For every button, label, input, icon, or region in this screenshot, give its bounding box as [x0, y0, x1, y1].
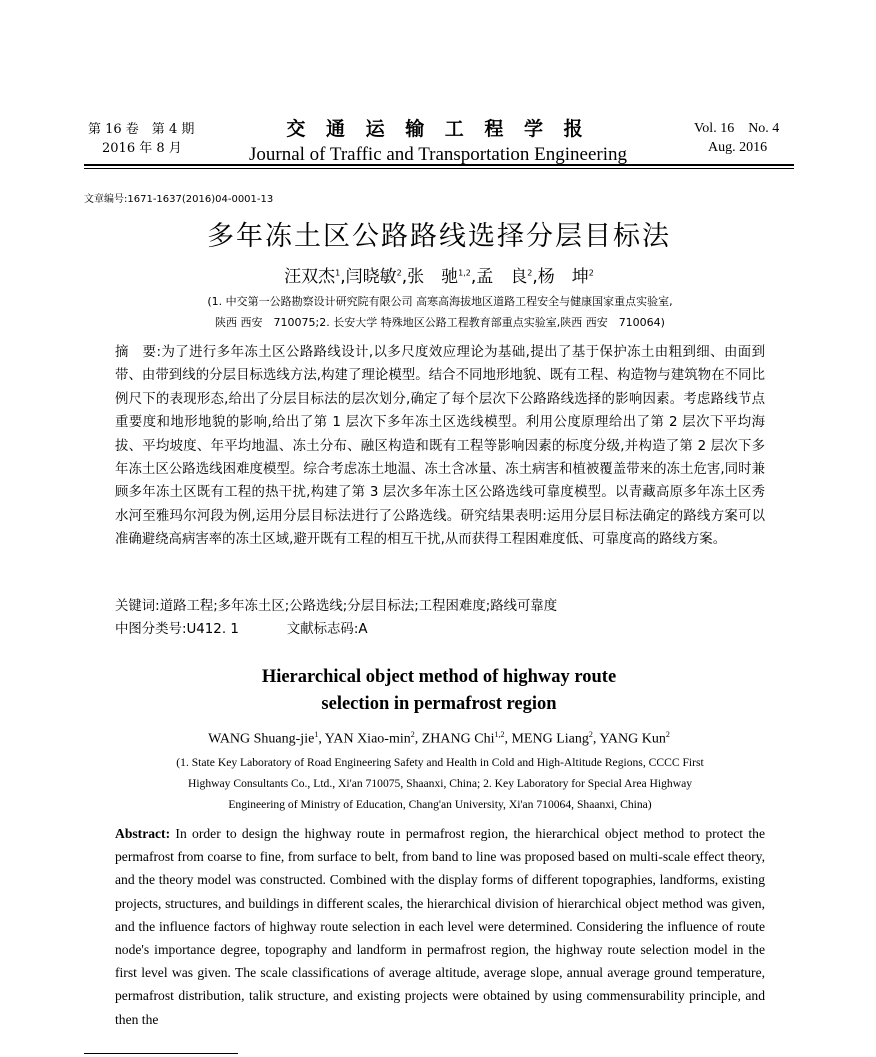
- title-en-line: Hierarchical object method of highway route: [261, 667, 617, 687]
- author-cn: 张 驰: [407, 267, 459, 287]
- author-sup: 1: [314, 730, 319, 739]
- header-rule-thick: [84, 164, 794, 166]
- abstract-text-en: In order to design the highway route in permafrost region, the hierarchical object method to protect the permafrost from coarse to fine, from surface to belt, from band to line was proposed based on multi-scale effect theory, and the theory model was constructed. Combined with the display forms of different topographies, landforms, existing projects, structures, and buildings in different scales, the hierarchical division of hierarchical object method was given, and the influence factors of highway route selection in each level were determined. Considering the influence of route node's importance degree, topography and landform in permafrost region, the highway route selection model in the first level was given. The scale classifications of average altitude, average slope, annual average ground temperature, permafrost distribution, talik structure, and existing projects were obtained by using commensurability principle, and then the: [115, 826, 765, 1027]
- author-list-cn: 汪双杰$^1$,闫晓敏$^2$,张 驰$^{1,2}$,孟 良$^2$,杨 坤$^2$: [284, 267, 594, 287]
- clc-value: U412. 1: [186, 622, 239, 637]
- author-sup: 2: [396, 268, 402, 278]
- classification-cn: [115, 619, 765, 641]
- article-number: 文章编号:1671-1637(2016)04-0001-13: [84, 194, 274, 205]
- author-sup: 2: [588, 730, 593, 739]
- header-rule-thin: [84, 168, 794, 169]
- author-sup: 2: [410, 730, 415, 739]
- abstract-text-cn: 为了进行多年冻土区公路路线设计,以多尺度效应理论为基础,提出了基于保护冻土由粗到细、由面到带、由带到线的分层目标选线方法,构建了理论模型。结合不同地形地貌、既有工程、构造物与建筑物在不同比例尺下的表现形态,给出了分层目标法的层次划分,确定了每个层次下公路路线选择的影响因素。考虑路线节点重要度和地形地貌的影响,给出了第 1 层次下多年冻土区选线模型。利用公度原理给出了第 2 层次下平均海拔、平均坡度、年平均地温、冻土分布、融区构造和既有工程等影响因素的标度分级,并构造了第 2 层次下多年冻土区公路选线困难度模型。综合考虑冻土地温、冻土含冰量、冻土病害和植被覆盖带来的冻土危害,同时兼顾多年冻土区既有工程的热干扰,构建了第 3 层次多年冻土区公路选线可靠度模型。以青藏高原多年冻土区秀水河至雅玛尔河段为例,运用分层目标法进行了公路选线。研究结果表明:运用分层目标法确定的路线方案可以准确避绕高病害率的冻土区域,避开既有工程的相互干扰,从而获得工程困难度低、可靠度高的路线方案。: [115, 345, 765, 548]
- journal-name-cn: 交 通 运 输 工 程 学 报: [286, 118, 590, 140]
- journal-issue-cn: [88, 120, 194, 158]
- author-sup: 1,2: [494, 730, 505, 739]
- journal-name-en: Journal of Traffic and Transportation Engineering: [248, 144, 628, 165]
- volume-en: Vol. 16 No. 4: [694, 121, 780, 136]
- affiliation-line: 陕西 西安 710075;2. 长安大学 特殊地区公路工程教育部重点实验室,陕西 西安 710064): [215, 316, 665, 329]
- affiliations-cn: [100, 291, 780, 333]
- keywords-text-cn: 道路工程;多年冻土区;公路选线;分层目标法;工程困难度;路线可靠度: [159, 599, 558, 614]
- footnote-rule: [84, 1053, 238, 1054]
- date-cn: 2016 年 8 月: [102, 141, 182, 156]
- paper-title-en: [84, 664, 794, 718]
- affiliation-line: (1. State Key Laboratory of Road Engineering Safety and Health in Cold and High-Altitude Regions, CCCC First: [176, 756, 704, 769]
- author-list-en: WANG Shuang-jie$^1$, YAN Xiao-$\min^2$, ZHANG Chi$^{1,2}$, MENG Liang$^2$, YANG Kun$^2$: [208, 730, 670, 747]
- affiliation-line: Engineering of Ministry of Education, Chang'an University, Xi'an 710064, Shaanxi, China): [228, 798, 652, 811]
- clc-label: 中图分类号:: [115, 622, 187, 637]
- affiliation-line: Highway Consultants Co., Ltd., Xi'an 710075, Shaanxi, China; 2. Key Laboratory for Special Area Highway: [187, 777, 693, 790]
- affiliation-line: (1. 中交第一公路勘察设计研究院有限公司 高寒高海拔地区道路工程安全与健康国家重点实验室,: [207, 295, 673, 308]
- journal-masthead: [240, 114, 636, 166]
- author-en: WANG Shuang-jie: [208, 731, 315, 747]
- author-cn: 孟 良: [476, 267, 528, 287]
- keywords-label-cn: 关键词:: [115, 599, 160, 614]
- paper-title-cn: 多年冻土区公路路线选择分层目标法: [207, 221, 671, 252]
- author-cn: 杨 坤: [537, 267, 589, 287]
- abstract-label-en: Abstract:: [115, 826, 171, 841]
- doc-code-value: A: [358, 622, 368, 637]
- abstract-cn: [115, 341, 765, 552]
- author-en: ZHANG Chi: [421, 731, 495, 747]
- author-sup: 2: [665, 730, 670, 739]
- author-en: YAN Xiao-min: [324, 731, 411, 747]
- volume-cn: 第 16 卷 第 4 期: [88, 122, 195, 137]
- author-sup: 1,2: [458, 268, 471, 278]
- author-cn: 汪双杰: [284, 267, 336, 287]
- doc-code-label: 文献标志码:: [286, 622, 359, 637]
- journal-issue-en: [694, 119, 779, 157]
- author-sup: 1: [335, 268, 341, 278]
- abstract-label-cn: 摘 要:: [115, 345, 161, 360]
- abstract-en: [115, 822, 765, 1031]
- author-cn: 闫晓敏: [345, 267, 397, 287]
- keywords-cn: [115, 596, 765, 618]
- author-sup: 2: [527, 268, 533, 278]
- date-en: Aug. 2016: [708, 140, 768, 155]
- title-en-line: selection in permafrost region: [321, 694, 557, 714]
- affiliations-en: [110, 752, 770, 815]
- author-en: MENG Liang: [511, 731, 589, 747]
- author-sup: 2: [588, 268, 594, 278]
- author-en: YANG Kun: [599, 731, 666, 747]
